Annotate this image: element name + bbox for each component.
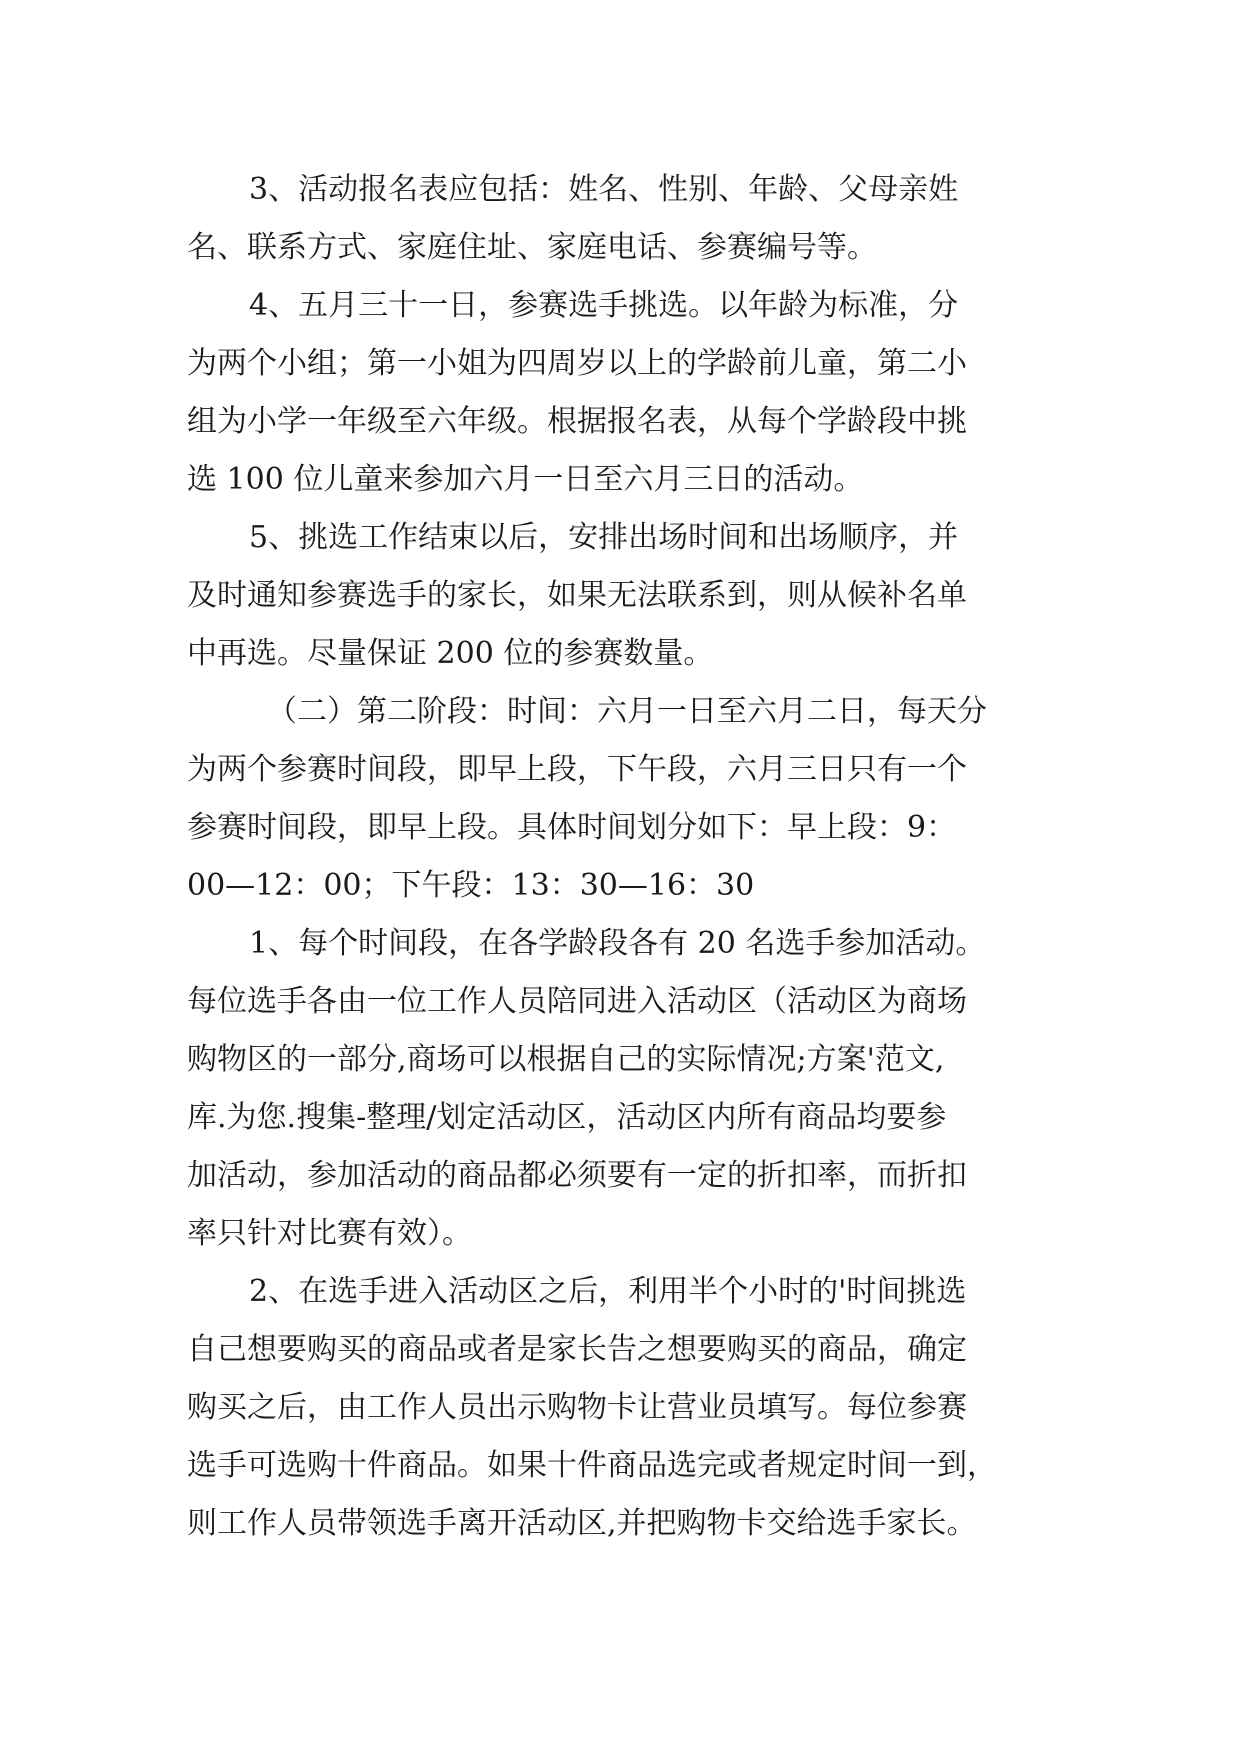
section-2-line-3: 参赛时间段，即早上段。具体时间划分如下：早上段：9： [187, 810, 957, 845]
item-2-line-3: 购买之后，由工作人员出示购物卡让营业员填写。每位参赛 [187, 1390, 967, 1425]
paragraph-4-line-3: 组为小学一年级至六年级。根据报名表，从每个学龄段中挑 [187, 404, 967, 439]
paragraph-3-line-2: 名、联系方式、家庭住址、家庭电话、参赛编号等。 [187, 230, 877, 265]
paragraph-5-line-1: 5、挑选工作结束以后，安排出场时间和出场顺序，并 [249, 520, 959, 555]
item-2-line-1: 2、在选手进入活动区之后，利用半个小时的'时间挑选 [249, 1274, 967, 1309]
paragraph-3-line-1: 3、活动报名表应包括：姓名、性别、年龄、父母亲姓 [249, 172, 959, 207]
item-2-line-4: 选手可选购十件商品。如果十件商品选完或者规定时间一到， [187, 1448, 997, 1483]
item-1-line-2: 每位选手各由一位工作人员陪同进入活动区（活动区为商场 [187, 984, 967, 1019]
item-1-line-5: 加活动，参加活动的商品都必须要有一定的折扣率，而折扣 [187, 1158, 967, 1193]
item-2-line-2: 自己想要购买的商品或者是家长告之想要购买的商品，确定 [187, 1332, 967, 1367]
paragraph-4-line-2: 为两个小组；第一小姐为四周岁以上的学龄前儿童，第二小 [187, 346, 967, 381]
item-1-line-1: 1、每个时间段，在各学龄段各有 20 名选手参加活动。 [249, 926, 986, 961]
section-2-heading-line-1: （二）第二阶段：时间：六月一日至六月二日，每天分 [267, 694, 987, 729]
section-2-line-4: 00—12：00；下午段：13：30—16：30 [187, 868, 755, 903]
item-1-line-4: 库.为您.搜集-整理/划定活动区，活动区内所有商品均要参 [187, 1100, 947, 1135]
item-2-line-5: 则工作人员带领选手离开活动区,并把购物卡交给选手家长。 [187, 1506, 977, 1541]
paragraph-4-line-1: 4、五月三十一日，参赛选手挑选。以年龄为标准，分 [249, 288, 959, 323]
paragraph-4-line-4: 选 100 位儿童来参加六月一日至六月三日的活动。 [187, 462, 864, 497]
section-2-line-2: 为两个参赛时间段，即早上段，下午段，六月三日只有一个 [187, 752, 967, 787]
item-1-line-6: 率只针对比赛有效）。 [187, 1216, 472, 1251]
document-body [187, 161, 1057, 1553]
paragraph-5-line-3: 中再选。尽量保证 200 位的参赛数量。 [187, 636, 714, 671]
paragraph-5-line-2: 及时通知参赛选手的家长，如果无法联系到，则从候补名单 [187, 578, 967, 613]
item-1-line-3: 购物区的一部分,商场可以根据自己的实际情况;方案'范文, [187, 1042, 945, 1077]
